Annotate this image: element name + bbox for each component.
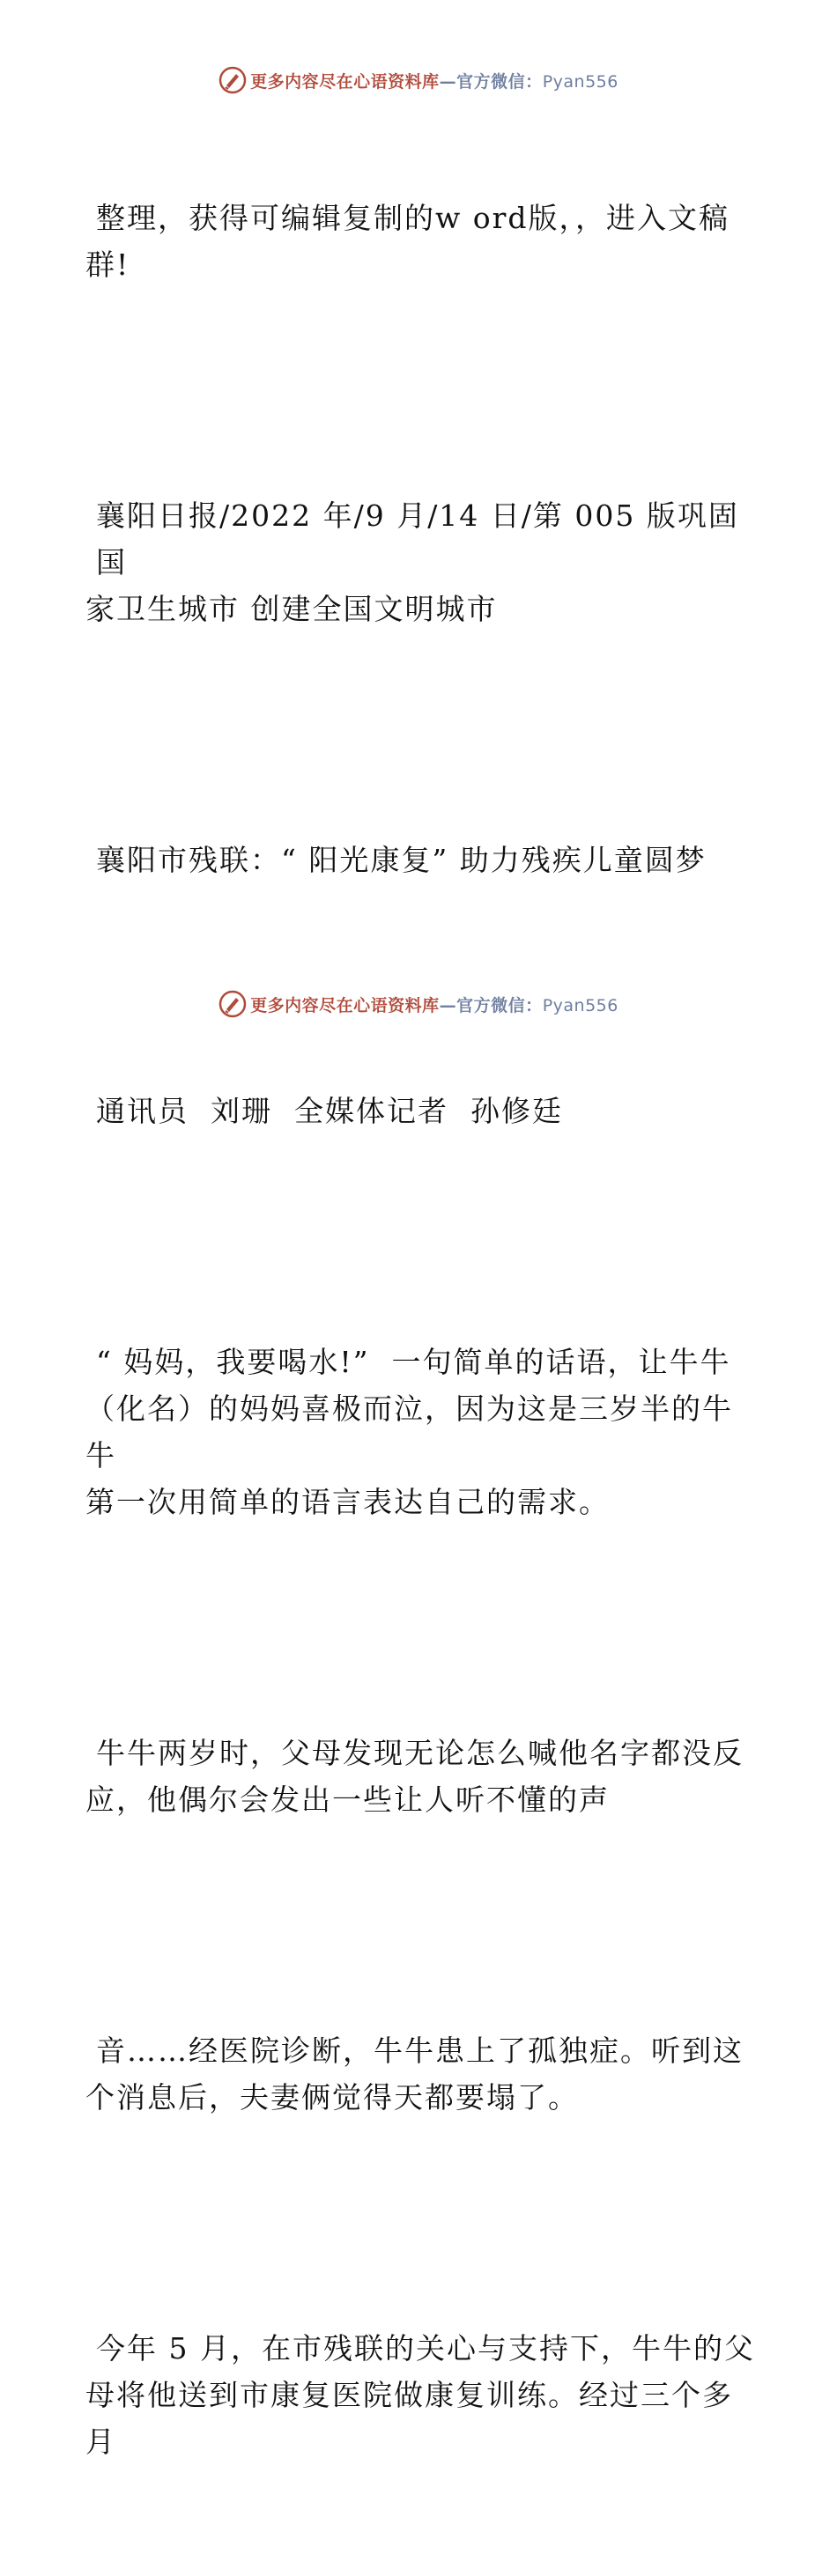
text-line: （化名）的妈妈喜极而泣，因为这是三岁半的牛牛 bbox=[85, 1391, 733, 1473]
text-line: 襄阳日报/2022 年/9 月/14 日/第 005 版巩固国 bbox=[96, 498, 739, 579]
footer-banner bbox=[0, 986, 837, 1022]
document-body bbox=[85, 101, 755, 2576]
banner-text bbox=[250, 69, 618, 92]
banner-main-text: 更多内容尽在心语资料库 bbox=[250, 71, 440, 92]
banner-text bbox=[250, 993, 618, 1016]
banner-wechat-id: Pyan556 bbox=[542, 995, 618, 1015]
text-line: 通讯员 刘珊 全媒体记者 孙修廷 bbox=[96, 1094, 563, 1128]
text-line: 群! bbox=[85, 247, 130, 282]
text-line: “ 妈妈，我要喝水!” 一句简单的话语，让牛牛 bbox=[96, 1345, 731, 1379]
article-byline bbox=[85, 994, 755, 1228]
text-line: 应，他偶尔会发出一些让人听不懂的声 bbox=[85, 1783, 610, 1817]
banner-separator: —官方微信： bbox=[439, 995, 543, 1015]
banner-main-text: 更多内容尽在心语资料库 bbox=[250, 995, 440, 1015]
paragraph-body-1 bbox=[85, 1245, 755, 1619]
paragraph-intro bbox=[85, 101, 755, 381]
text-line: 牛牛两岁时，父母发现无论怎么喊他名字都没反 bbox=[96, 1736, 744, 1770]
brand-logo-icon bbox=[219, 990, 247, 1018]
text-line: 家卫生城市 创建全国文明城市 bbox=[85, 592, 498, 626]
text-line: 音……经医院诊断，牛牛患上了孤独症。听到这 bbox=[96, 2033, 744, 2068]
paragraph-body-2 bbox=[85, 1636, 755, 1916]
banner-wechat-id: Pyan556 bbox=[542, 71, 618, 92]
text-line: 个消息后，夫妻俩觉得天都要塌了。 bbox=[85, 2080, 579, 2115]
paragraph-source bbox=[85, 399, 755, 726]
header-banner bbox=[0, 63, 837, 98]
text-line: 母将他送到市康复医院做康复训练。经过三个多月 bbox=[85, 2378, 733, 2459]
article-title bbox=[85, 743, 755, 977]
brand-logo-icon bbox=[219, 66, 247, 94]
paragraph-body-4 bbox=[85, 2232, 755, 2558]
paragraph-body-3 bbox=[85, 1934, 755, 2214]
text-line: 今年 5 月，在市残联的关心与支持下，牛牛的父 bbox=[96, 2331, 755, 2366]
text-line: 整理，获得可编辑复制的w ord版，，进入文稿 bbox=[96, 201, 730, 235]
text-line: 襄阳市残联：“ 阳光康复” 助力残疾儿童圆梦 bbox=[96, 843, 707, 877]
banner-separator: —官方微信： bbox=[439, 71, 543, 92]
text-line: 第一次用简单的语言表达自己的需求。 bbox=[85, 1485, 610, 1519]
